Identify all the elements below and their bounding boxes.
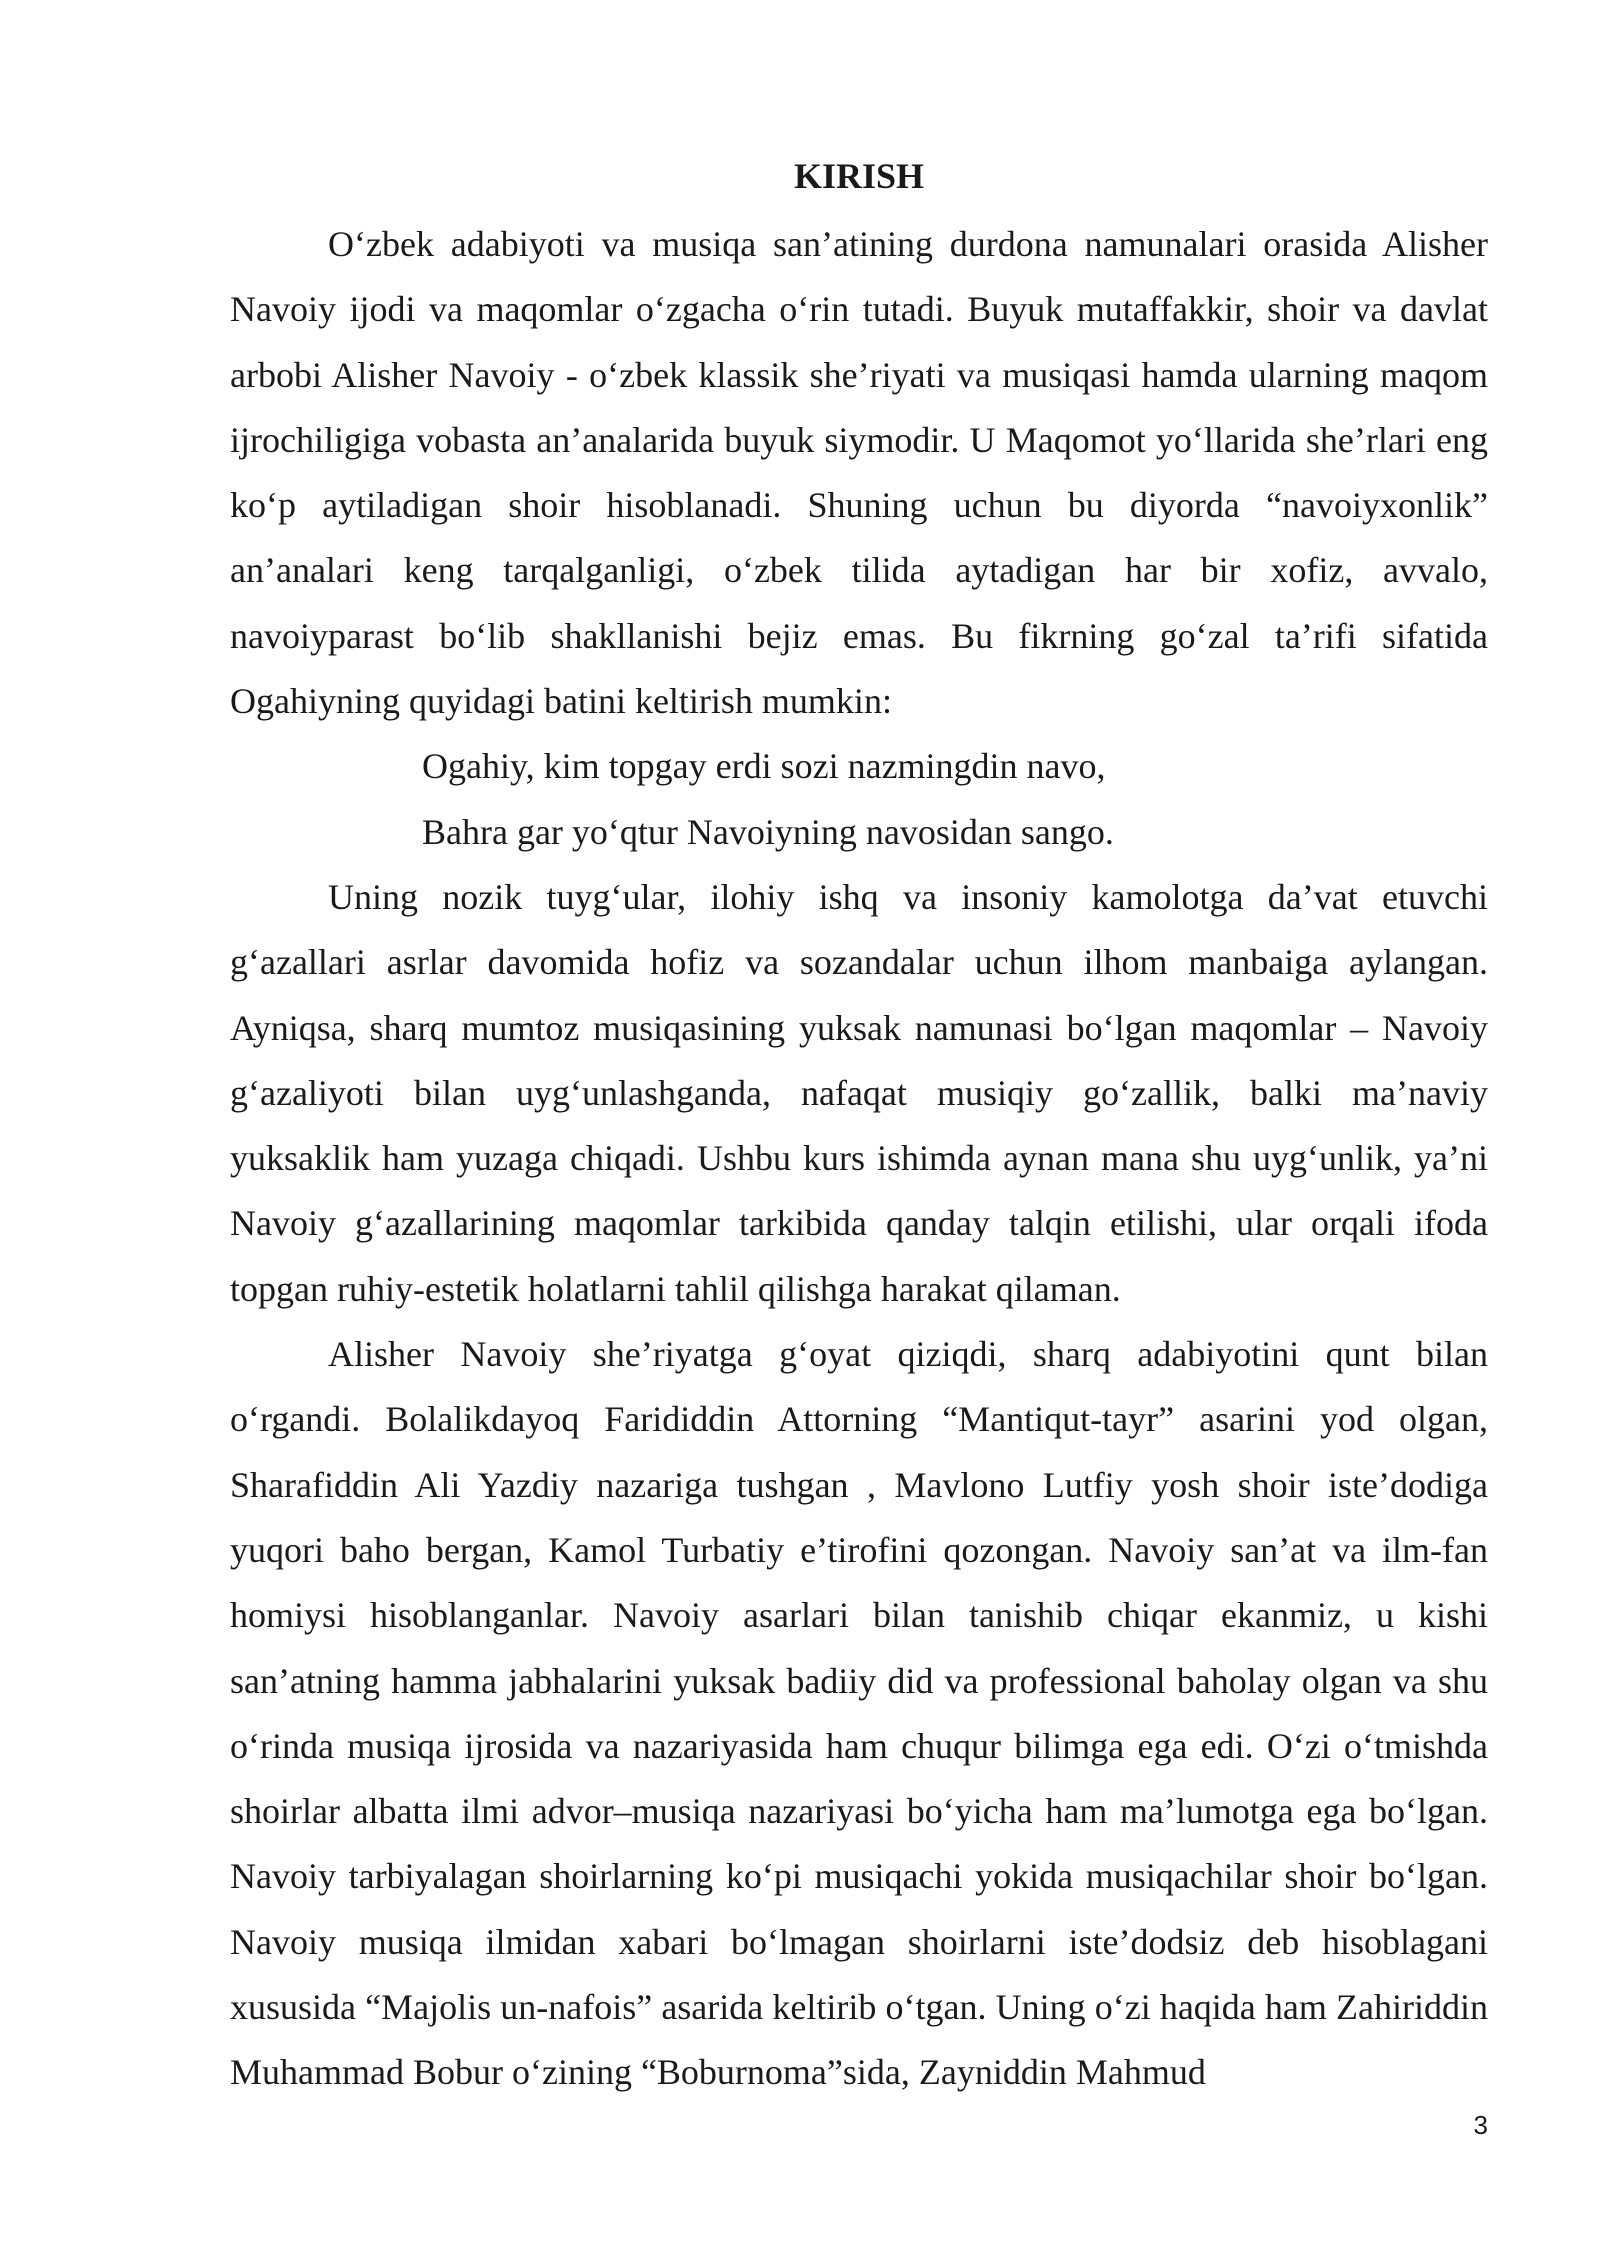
paragraph-maqom: Uning nozik tuyg‘ular, ilohiy ishq va insoniy kamolotga da’vat etuvchi g‘azallari asrlar davomida hofiz va sozandalar uchun ilhom manbaiga aylangan. Ayniqsa, sharq mumtoz musiqasining yuksak namunasi bo‘lgan maqomlar – Navoiy g‘azaliyoti bilan uyg‘unlashganda, nafaqat musiqiy go‘zallik, balki ma’naviy yuksaklik ham yuzaga chiqadi. Ushbu kurs ishimda aynan mana shu uyg‘unlik, ya’ni Navoiy g‘azallarining maqomlar tarkibida qanday talqin etilishi, ular orqali ifoda topgan ruhiy-estetik holatlarni tahlil qilishga harakat qilaman.	[230, 876, 1488, 1309]
paragraph-navoiy: Alisher Navoiy she’riyatga g‘oyat qiziqdi, sharq adabiyotini qunt bilan o‘rgandi. Bolalikdayoq Farididdin Attorning “Mantiqut-tayr” asarini yod olgan, Sharafiddin Ali Yazdiy nazariga tushgan , Mavlono Lutfiy yosh shoir iste’dodiga yuqori baho bergan, Kamol Turbatiy e’tirofini qozongan. Navoiy san’at va ilm-fan homiysi hisoblanganlar. Navoiy asarlari bilan tanishib chiqar ekanmiz, u kishi san’atning hamma jabhalarini yuksak badiiy did va professional baholay olgan va shu o‘rinda musiqa ijrosida va nazariyasida ham chuqur bilimga ega edi. O‘zi o‘tmishda shoirlar albatta ilmi advor–musiqa nazariyasi bo‘yicha ham ma’lumotga ega bo‘lgan. Navoiy tarbiyalagan shoirlarning ko‘pi musiqachi yokida musiqachilar shoir bo‘lgan. Navoiy musiqa ilmidan xabari bo‘lmagan shoirlarni iste’dodsiz deb hisoblagani xususida “Majolis un-nafois” asarida keltirib o‘tgan. Uning o‘zi haqida ham Zahiriddin Muhammad Bobur o‘zining “Boburnoma”sida, Zayniddin Mahmud	[230, 1334, 1488, 2093]
verse-line-2: Bahra gar yo‘qtur Navoiyning navosidan sango.	[422, 811, 1114, 852]
page-number: 3	[1473, 2110, 1488, 2140]
section-title: KIRISH	[793, 156, 925, 196]
paragraph-intro: O‘zbek adabiyoti va musiqa san’atining durdona namunalari orasida Alisher Navoiy ijodi va maqomlar o‘zgacha o‘rin tutadi. Buyuk mutaffakkir, shoir va davlat arbobi Alisher Navoiy - o‘zbek klassik she’riyati va musiqasi hamda ularning maqom ijrochiligiga vobasta an’analarida buyuk siymodir. U Maqomot yo‘llarida she’rlari eng ko‘p aytiladigan shoir hisoblanadi. Shuning uchun bu diyorda “navoiyxonlik” an’analari keng tarqalganligi, o‘zbek tilida aytadigan har bir xofiz, avvalo, navoiyparast bo‘lib shakllanishi bejiz emas. Bu fikrning go‘zal ta’rifi sifatida Ogahiyning quyidagi batini keltirish mumkin:	[230, 224, 1488, 722]
document-body	[230, 150, 1488, 2106]
verse-line-1: Ogahiy, kim topgay erdi sozi nazmingdin navo,	[422, 746, 1106, 787]
